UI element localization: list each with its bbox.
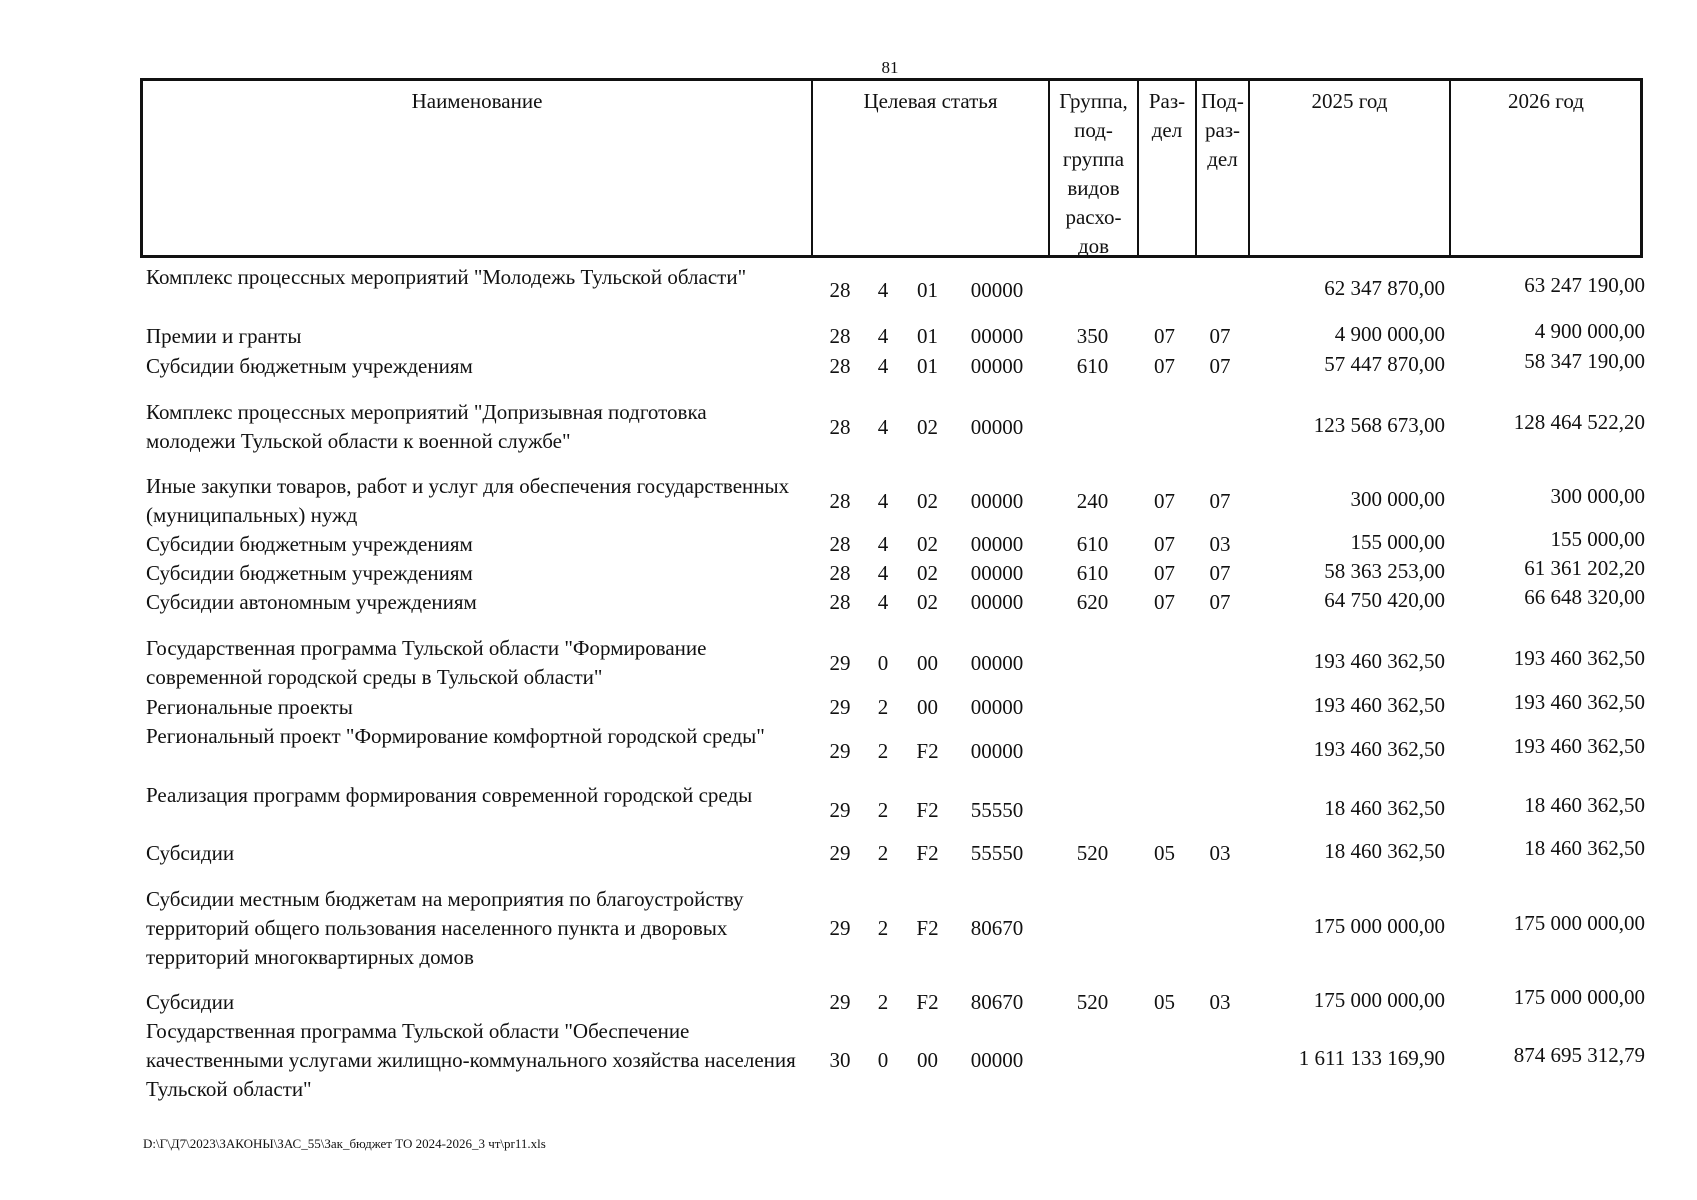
amount-2025: 62 347 870,00 — [1324, 276, 1445, 300]
target-subprogram-code: 2 — [877, 798, 889, 822]
header-target-article: Целевая статья — [813, 81, 1050, 255]
target-expense-code: 00000 — [970, 739, 1024, 763]
section-code: 07 — [1154, 532, 1175, 556]
expense-group-code: 610 — [1076, 561, 1109, 585]
target-subprogram-code: 2 — [877, 739, 889, 763]
amount-2026: 61 361 202,20 — [1524, 556, 1645, 580]
target-direction-code: 01 — [917, 324, 938, 348]
target-direction-code: F2 — [916, 798, 939, 822]
target-expense-code: 00000 — [970, 415, 1024, 439]
amount-2025: 155 000,00 — [1350, 530, 1445, 554]
target-program-code: 29 — [829, 695, 851, 719]
row-name: Иные закупки товаров, работ и услуг для обеспечения государственных (муниципальных) нужд — [146, 474, 790, 527]
amount-2026: 66 648 320,00 — [1524, 585, 1645, 609]
subsection-code: 07 — [1209, 354, 1231, 378]
file-path-footer: D:\Г\Д7\2023\ЗАКОНЫ\ЗАС_55\Зак_бюджет ТО 2024-2026_3 чт\pr11.xls — [143, 1136, 546, 1151]
section-code: 05 — [1154, 990, 1175, 1014]
target-program-code: 28 — [829, 354, 851, 378]
amount-2026: 300 000,00 — [1550, 484, 1645, 508]
amount-2025: 4 900 000,00 — [1334, 322, 1445, 346]
row-name: Субсидии бюджетным учреждениям — [146, 354, 473, 378]
target-subprogram-code: 4 — [877, 415, 889, 439]
target-program-code: 28 — [829, 489, 851, 513]
amount-2026: 18 460 362,50 — [1524, 836, 1645, 860]
amount-2025: 193 460 362,50 — [1313, 693, 1445, 717]
target-program-code: 29 — [829, 798, 851, 822]
target-direction-code: 02 — [917, 532, 938, 556]
target-direction-code: 02 — [917, 561, 938, 585]
section-code: 07 — [1154, 324, 1175, 348]
header-subsection: Под- раз- дел — [1197, 81, 1250, 255]
expense-group-code: 620 — [1076, 590, 1109, 614]
section-code: 07 — [1154, 561, 1175, 585]
target-subprogram-code: 4 — [877, 590, 889, 614]
target-program-code: 28 — [829, 415, 851, 439]
target-subprogram-code: 0 — [877, 651, 889, 675]
amount-2026: 128 464 522,20 — [1513, 410, 1645, 434]
target-expense-code: 55550 — [970, 841, 1024, 865]
target-direction-code: 02 — [917, 415, 938, 439]
amount-2025: 64 750 420,00 — [1324, 588, 1445, 612]
target-direction-code: 00 — [917, 695, 938, 719]
amount-2026: 193 460 362,50 — [1513, 646, 1645, 670]
row-name: Реализация программ формирования современной городской среды — [146, 783, 753, 807]
expense-group-code: 610 — [1076, 354, 1109, 378]
amount-2026: 155 000,00 — [1550, 527, 1645, 551]
target-subprogram-code: 4 — [877, 489, 889, 513]
target-expense-code: 00000 — [970, 561, 1024, 585]
target-subprogram-code: 4 — [877, 561, 889, 585]
target-expense-code: 00000 — [970, 354, 1024, 378]
target-expense-code: 80670 — [970, 990, 1024, 1014]
target-subprogram-code: 0 — [877, 1048, 889, 1072]
amount-2026: 175 000 000,00 — [1513, 911, 1645, 935]
row-name: Комплекс процессных мероприятий "Допризывная подготовка молодежи Тульской области к военной службе" — [146, 400, 707, 453]
amount-2025: 175 000 000,00 — [1313, 914, 1445, 938]
subsection-code: 03 — [1209, 532, 1231, 556]
subsection-code: 07 — [1209, 561, 1231, 585]
amount-2025: 18 460 362,50 — [1324, 839, 1445, 863]
target-expense-code: 00000 — [970, 532, 1024, 556]
amount-2025: 175 000 000,00 — [1313, 988, 1445, 1012]
target-expense-code: 80670 — [970, 916, 1024, 940]
target-direction-code: 00 — [917, 1048, 938, 1072]
target-direction-code: 02 — [917, 590, 938, 614]
subsection-code: 07 — [1209, 489, 1231, 513]
target-program-code: 29 — [829, 841, 851, 865]
amount-2026: 193 460 362,50 — [1513, 690, 1645, 714]
subsection-code: 07 — [1209, 324, 1231, 348]
row-name: Субсидии бюджетным учреждениям — [146, 561, 473, 585]
amount-2026: 58 347 190,00 — [1524, 349, 1645, 373]
header-year-2026: 2026 год — [1508, 89, 1584, 113]
target-direction-code: F2 — [916, 916, 939, 940]
target-program-code: 28 — [829, 324, 851, 348]
target-program-code: 28 — [829, 278, 851, 302]
target-program-code: 29 — [829, 916, 851, 940]
target-expense-code: 00000 — [970, 695, 1024, 719]
expense-group-code: 350 — [1076, 324, 1109, 348]
target-subprogram-code: 4 — [877, 354, 889, 378]
amount-2025: 193 460 362,50 — [1313, 649, 1445, 673]
subsection-code: 03 — [1209, 841, 1231, 865]
header-section: Раз- дел — [1139, 81, 1197, 255]
amount-2025: 58 363 253,00 — [1324, 559, 1445, 583]
amount-2025: 1 611 133 169,90 — [1298, 1046, 1445, 1070]
section-code: 07 — [1154, 489, 1175, 513]
target-subprogram-code: 2 — [877, 916, 889, 940]
row-name: Субсидии — [146, 990, 235, 1014]
subsection-code: 07 — [1209, 590, 1231, 614]
target-direction-code: 02 — [917, 489, 938, 513]
target-expense-code: 00000 — [970, 489, 1024, 513]
target-program-code: 30 — [829, 1048, 851, 1072]
subsection-code: 03 — [1209, 990, 1231, 1014]
amount-2025: 57 447 870,00 — [1324, 352, 1445, 376]
target-subprogram-code: 2 — [877, 841, 889, 865]
table-header — [140, 78, 1643, 258]
target-direction-code: 01 — [917, 278, 938, 302]
target-expense-code: 00000 — [970, 324, 1024, 348]
target-direction-code: 01 — [917, 354, 938, 378]
header-year-2025: 2025 год — [1250, 81, 1451, 255]
amount-2026: 193 460 362,50 — [1513, 734, 1645, 758]
header-name: Наименование — [143, 81, 813, 255]
target-program-code: 29 — [829, 651, 851, 675]
amount-2026: 874 695 312,79 — [1513, 1043, 1645, 1067]
target-expense-code: 00000 — [970, 1048, 1024, 1072]
section-code: 07 — [1154, 354, 1175, 378]
amount-2026: 18 460 362,50 — [1524, 793, 1645, 817]
target-subprogram-code: 2 — [877, 990, 889, 1014]
amount-2025: 300 000,00 — [1350, 487, 1445, 511]
amount-2026: 175 000 000,00 — [1513, 985, 1645, 1009]
expense-group-code: 520 — [1076, 990, 1109, 1014]
target-program-code: 28 — [829, 561, 851, 585]
row-name: Субсидии автономным учреждениям — [146, 590, 477, 614]
section-code: 05 — [1154, 841, 1175, 865]
row-name: Государственная программа Тульской области "Обеспечение качественными услугами жилищно-коммунального хозяйства населения Тульской области" — [146, 1019, 796, 1101]
row-name: Государственная программа Тульской области "Формирование современной городской среды в Тульской области" — [146, 636, 707, 689]
target-subprogram-code: 4 — [877, 324, 889, 348]
row-name: Субсидии местным бюджетам на мероприятия по благоустройству территорий общего пользования населенного пункта и дворовых территорий многоквартирных домов — [146, 887, 744, 969]
amount-2025: 123 568 673,00 — [1313, 413, 1445, 437]
target-direction-code: F2 — [916, 739, 939, 763]
header-expense-group: Группа, под- группа видов расхо- дов — [1050, 81, 1139, 255]
expense-group-code: 240 — [1076, 489, 1109, 513]
target-subprogram-code: 2 — [877, 695, 889, 719]
target-direction-code: F2 — [916, 990, 939, 1014]
target-expense-code: 00000 — [970, 651, 1024, 675]
expense-group-code: 610 — [1076, 532, 1109, 556]
row-name: Премии и гранты — [146, 324, 302, 348]
target-expense-code: 55550 — [970, 798, 1024, 822]
target-program-code: 28 — [829, 532, 851, 556]
target-expense-code: 00000 — [970, 590, 1024, 614]
target-program-code: 28 — [829, 590, 851, 614]
target-subprogram-code: 4 — [877, 532, 889, 556]
row-name: Комплекс процессных мероприятий "Молодежь Тульской области" — [146, 265, 747, 289]
row-name: Субсидии бюджетным учреждениям — [146, 532, 473, 556]
row-name: Региональные проекты — [146, 695, 353, 719]
target-direction-code: 00 — [917, 651, 938, 675]
expense-group-code: 520 — [1076, 841, 1109, 865]
row-name: Региональный проект "Формирование комфортной городской среды" — [146, 724, 765, 748]
target-program-code: 29 — [829, 739, 851, 763]
section-code: 07 — [1154, 590, 1175, 614]
target-subprogram-code: 4 — [877, 278, 889, 302]
target-direction-code: F2 — [916, 841, 939, 865]
amount-2025: 193 460 362,50 — [1313, 737, 1445, 761]
page-number: 81 — [881, 58, 899, 77]
amount-2026: 63 247 190,00 — [1524, 273, 1645, 297]
target-expense-code: 00000 — [970, 278, 1024, 302]
amount-2026: 4 900 000,00 — [1534, 319, 1645, 343]
amount-2025: 18 460 362,50 — [1324, 796, 1445, 820]
row-name: Субсидии — [146, 841, 235, 865]
target-program-code: 29 — [829, 990, 851, 1014]
